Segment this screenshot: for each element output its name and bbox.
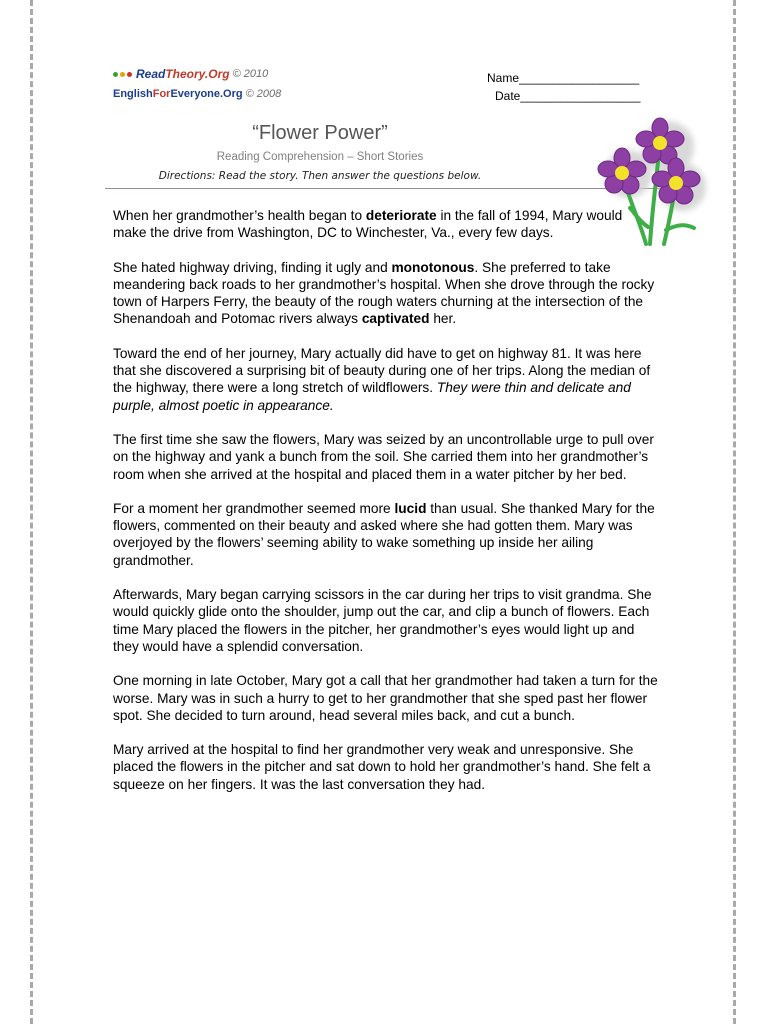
story-paragraph-3: Toward the end of her journey, Mary actually did have to get on highway 81. It was here that she discovered a surprising bit of beauty during one of her trips. Along the median of the highway, there were a long stretch of wildflowers. They were thin and delicate and purple, almost poetic in appearance. xyxy=(113,345,651,413)
green-dot-icon xyxy=(113,72,118,77)
vocab-word-monotonous: monotonous xyxy=(391,259,475,275)
worksheet-subtitle: Reading Comprehension – Short Stories xyxy=(216,151,424,163)
readtheory-copyright: © 2010 xyxy=(232,68,269,80)
englishforeveryone-brand xyxy=(113,88,281,101)
italic-description: They were thin and delicate and purple, almost poetic in appearance. xyxy=(113,380,631,413)
story-paragraph-8: Mary arrived at the hospital to find her grandmother very weak and unresponsive. She placed the flowers in the pitcher and sat down to hold her grandmother’s hand. She felt a squeeze on her fingers. It was the last conversation they had. xyxy=(113,742,651,792)
readtheory-logo-text: ReadTheory.Org xyxy=(136,67,230,81)
publisher-branding xyxy=(113,68,281,101)
vocab-word-lucid: lucid xyxy=(394,500,427,516)
left-page-edge xyxy=(30,0,36,1024)
vocab-word-captivated: captivated xyxy=(361,311,430,327)
story-paragraph-1: When her grandmother’s health began to deteriorate in the fall of 1994, Mary would make the drive from Washington, DC to Winchester, Va., every few days. xyxy=(113,208,623,241)
story-paragraph-5: For a moment her grandmother seemed more lucid than usual. She thanked Mary for the flowers, commented on their beauty and asked where she had gotten them. Mary was overjoyed by the flowers’ seeming ability to wake something up inside her ailing grandmother. xyxy=(113,500,655,568)
date-field-label: Date__________________ xyxy=(495,89,641,103)
red-dot-icon xyxy=(127,72,132,77)
header-divider xyxy=(105,188,671,189)
story-title: “Flower Power” xyxy=(252,122,388,144)
story-paragraph-7: One morning in late October, Mary got a call that her grandmother had taken a turn for the worse. Mary was in such a hurry to get to her grandmother that she sped past her flower spot. She decided to turn around, head several miles back, and cut a bunch. xyxy=(113,673,658,723)
story-body xyxy=(113,207,658,810)
englishforeveryone-copyright: © 2008 xyxy=(245,88,282,100)
story-paragraph-2: She hated highway driving, finding it ugly and monotonous. She preferred to take meandering back roads to her grandmother’s hospital. When she drove through the rocky town of Harpers Ferry, the beauty of the rough waters churning at the intersection of the Shenandoah and Potomac rivers always captivated her. xyxy=(113,259,655,327)
directions-text: Directions: Read the story. Then answer the questions below. xyxy=(158,170,482,182)
yellow-dot-icon xyxy=(120,72,125,77)
name-field-label: Name__________________ xyxy=(487,71,640,85)
story-paragraph-6: Afterwards, Mary began carrying scissors in the car during her trips to visit grandma. She would quickly glide onto the shoulder, jump out the car, and clip a bunch of flowers. Each time Mary placed the flowers in the pitcher, her grandmother’s eyes would light up and they would have a splendid conversation. xyxy=(113,587,652,654)
student-fields xyxy=(487,69,640,105)
readtheory-brand xyxy=(113,68,281,81)
story-paragraph-4: The first time she saw the flowers, Mary was seized by an uncontrollable urge to pull over on the highway and yank a bunch from the soil. She carried them into her grandmother’s room when she arrived at the hospital and placed them in a water pitcher by her bed. xyxy=(113,431,654,482)
englishforeveryone-logo-text: EnglishForEveryone.Org xyxy=(113,88,243,100)
vocab-word-deteriorate: deteriorate xyxy=(365,208,437,223)
right-page-edge xyxy=(733,0,739,1024)
